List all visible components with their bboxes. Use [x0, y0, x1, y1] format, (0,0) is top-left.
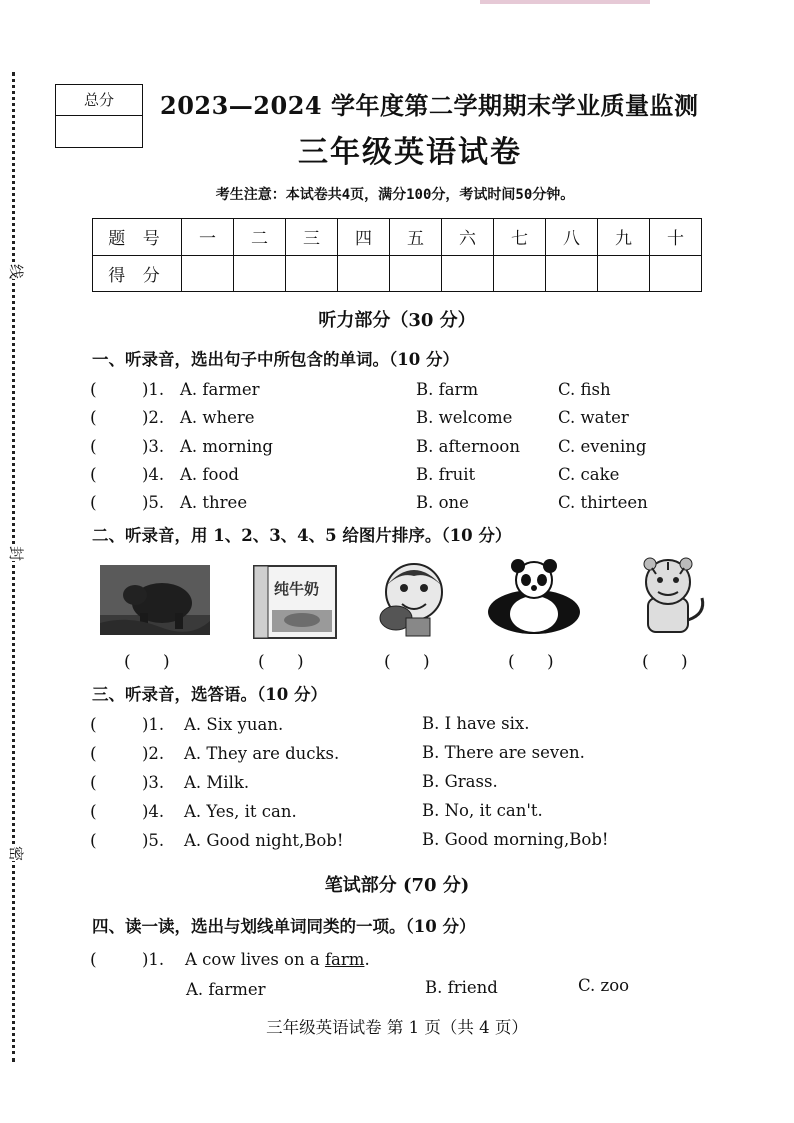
part3-option-b[interactable]: B. I have six. — [422, 714, 530, 733]
binding-mark-secret: 密 — [3, 846, 30, 861]
part3-question-number: )2. — [142, 744, 165, 763]
milk-box-image — [250, 562, 340, 640]
score-col: 七 — [494, 219, 546, 256]
part1-option-b[interactable]: B. fruit — [416, 465, 476, 484]
part1-option-c[interactable]: C. thirteen — [558, 493, 648, 512]
part3-option-a[interactable]: A. Six yuan. — [184, 715, 284, 734]
listening-heading: 听力部分（30 分） — [318, 310, 476, 331]
part3-question-number: )4. — [142, 802, 165, 821]
answer-bracket[interactable]: ( — [90, 408, 97, 428]
score-col: 九 — [598, 219, 650, 256]
part4-heading: 四、读一读，选出与划线单词同类的一项。（10 分） — [92, 917, 476, 936]
part3-heading: 三、听录音，选答语。（10 分） — [92, 685, 327, 704]
score-table — [92, 218, 702, 292]
part4-q1-option-b[interactable]: B. friend — [425, 978, 498, 997]
part1-question-number: )2. — [142, 408, 165, 427]
score-cell[interactable] — [546, 255, 598, 292]
part1-option-a[interactable]: A. three — [180, 493, 248, 512]
score-cell[interactable] — [182, 255, 234, 292]
part3-option-a[interactable]: A. They are ducks. — [184, 744, 340, 763]
picture-order-blank[interactable]: ( ) — [508, 652, 554, 672]
part4-q1-underlined: farm — [324, 950, 365, 969]
score-cell[interactable] — [390, 255, 442, 292]
part1-question-number: )5. — [142, 493, 165, 512]
part3-option-b[interactable]: B. Grass. — [422, 772, 498, 791]
score-table-header-number: 题 号 — [93, 219, 182, 256]
part3-question-number: )5. — [142, 831, 165, 850]
part1-option-a[interactable]: A. farmer — [180, 380, 260, 399]
part1-option-c[interactable]: C. evening — [558, 437, 647, 456]
part1-option-b[interactable]: B. afternoon — [416, 437, 520, 456]
part3-question-number: )1. — [142, 715, 165, 734]
score-col: 一 — [182, 219, 234, 256]
score-table-row-numbers — [93, 219, 702, 256]
page-footer: 三年级英语试卷 第 1 页（共 4 页） — [266, 1018, 528, 1037]
part4-q1-post: . — [364, 950, 370, 969]
part1-option-b[interactable]: B. one — [416, 493, 469, 512]
score-col: 十 — [650, 219, 702, 256]
answer-bracket[interactable]: ( — [90, 950, 97, 970]
score-col: 五 — [390, 219, 442, 256]
part1-question-number: )1. — [142, 380, 165, 399]
score-cell[interactable] — [598, 255, 650, 292]
score-col: 二 — [234, 219, 286, 256]
part3-option-a[interactable]: A. Yes, it can. — [184, 802, 297, 821]
written-heading: 笔试部分 (70 分) — [324, 875, 470, 896]
part2-heading: 二、听录音，用 1、2、3、4、5 给图片排序。（10 分） — [92, 526, 512, 545]
answer-bracket[interactable]: ( — [90, 802, 97, 822]
score-cell[interactable] — [494, 255, 546, 292]
part3-option-b[interactable]: B. There are seven. — [422, 743, 585, 762]
binding-mark-seal: 封 — [3, 546, 30, 561]
scan-edge-mark — [480, 0, 650, 4]
milk-box-label: 纯牛奶 — [274, 580, 320, 598]
score-cell[interactable] — [650, 255, 702, 292]
part4-q1-number: )1. — [142, 950, 165, 969]
panda-image — [480, 556, 588, 636]
exam-notice: 考生注意：本试卷共4页，满分100分，考试时间50分钟。 — [215, 187, 575, 203]
tiger-image — [622, 554, 714, 636]
binding-mark-line: 线 — [3, 264, 30, 279]
picture-order-blank[interactable]: ( ) — [124, 652, 170, 672]
score-col: 六 — [442, 219, 494, 256]
picture-order-blank[interactable]: ( ) — [384, 652, 430, 672]
part4-q1-stem — [185, 950, 370, 969]
binding-line — [12, 72, 15, 1062]
score-cell[interactable] — [234, 255, 286, 292]
boy-eating-image — [368, 558, 456, 638]
answer-bracket[interactable]: ( — [90, 437, 97, 457]
total-score-label: 总分 — [56, 85, 142, 116]
part1-option-a[interactable]: A. morning — [180, 437, 273, 456]
part3-option-a[interactable]: A. Good night,Bob! — [184, 831, 344, 850]
score-cell[interactable] — [286, 255, 338, 292]
score-col: 八 — [546, 219, 598, 256]
picture-order-blank[interactable]: ( ) — [258, 652, 304, 672]
answer-bracket[interactable]: ( — [90, 773, 97, 793]
part1-option-a[interactable]: A. where — [180, 408, 255, 427]
answer-bracket[interactable]: ( — [90, 465, 97, 485]
answer-bracket[interactable]: ( — [90, 715, 97, 735]
part1-option-a[interactable]: A. food — [180, 465, 239, 484]
score-col: 三 — [286, 219, 338, 256]
answer-bracket[interactable]: ( — [90, 493, 97, 513]
part3-question-number: )3. — [142, 773, 165, 792]
score-cell[interactable] — [442, 255, 494, 292]
exam-subtitle: 三年级英语试卷 — [298, 135, 522, 170]
score-col: 四 — [338, 219, 390, 256]
score-cell[interactable] — [338, 255, 390, 292]
part4-q1-option-c[interactable]: C. zoo — [578, 976, 630, 995]
exam-title: 2023—2024 学年度第二学期期末学业质量监测 — [160, 91, 699, 120]
score-table-header-score: 得 分 — [93, 255, 182, 292]
part1-option-c[interactable]: C. cake — [558, 465, 620, 484]
part3-option-a[interactable]: A. Milk. — [184, 773, 250, 792]
part1-option-b[interactable]: B. farm — [416, 380, 479, 399]
part1-option-c[interactable]: C. water — [558, 408, 629, 427]
answer-bracket[interactable]: ( — [90, 744, 97, 764]
part1-option-c[interactable]: C. fish — [558, 380, 611, 399]
answer-bracket[interactable]: ( — [90, 831, 97, 851]
part3-option-b[interactable]: B. Good morning,Bob! — [422, 830, 609, 849]
answer-bracket[interactable]: ( — [90, 380, 97, 400]
score-table-row-scores — [93, 255, 702, 292]
part4-q1-pre: A cow lives on a — [185, 950, 325, 969]
part4-q1-option-a[interactable]: A. farmer — [186, 980, 266, 999]
picture-order-blank[interactable]: ( ) — [642, 652, 688, 672]
part3-option-b[interactable]: B. No, it can't. — [422, 801, 543, 820]
part1-question-number: )4. — [142, 465, 165, 484]
bear-photo-image — [100, 565, 210, 635]
part1-heading: 一、听录音，选出句子中所包含的单词。（10 分） — [92, 350, 459, 369]
part1-option-b[interactable]: B. welcome — [416, 408, 513, 427]
part1-question-number: )3. — [142, 437, 165, 456]
